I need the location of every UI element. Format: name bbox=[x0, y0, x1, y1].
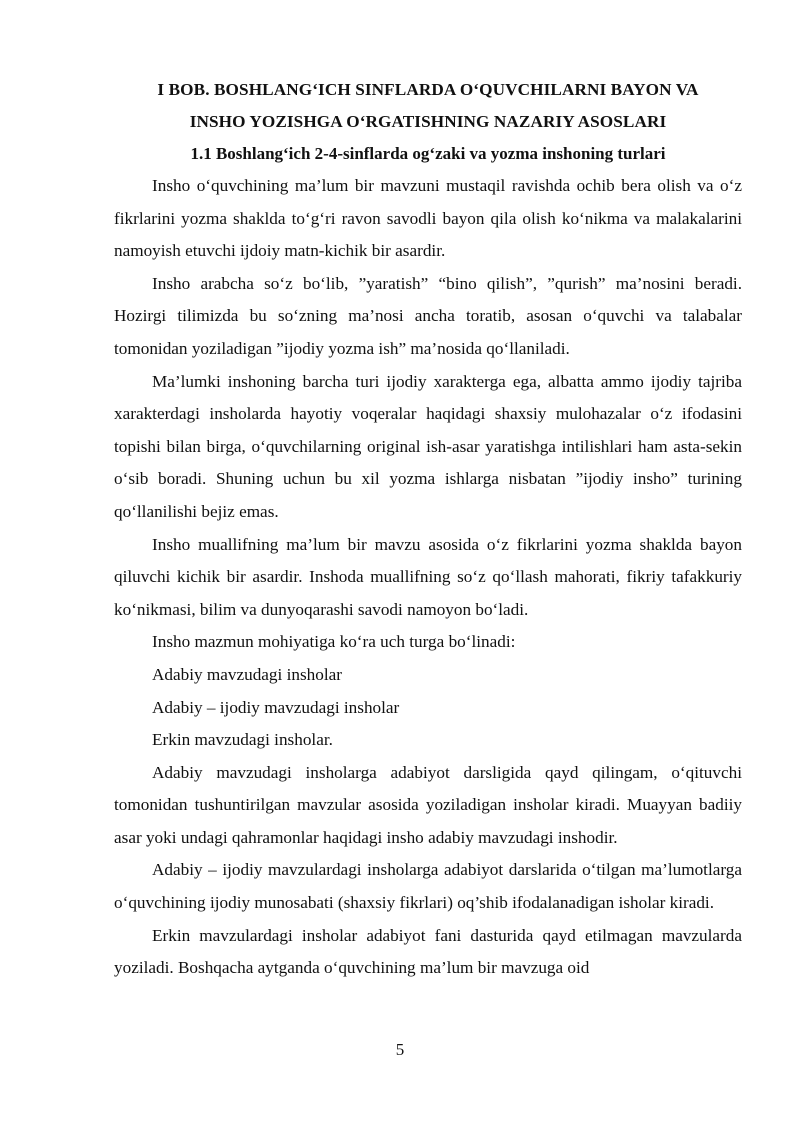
chapter-title-line-2: INSHO YOZISHGA O‘RGATISHNING NAZARIY ASOSLARI bbox=[189, 112, 667, 131]
page-number: 5 bbox=[395, 1040, 405, 1059]
list-item-literary-creative: Adabiy – ijodiy mavzudagi insholar bbox=[152, 697, 400, 717]
paragraph-author-skill: Insho muallifning ma’lum bir mavzu asosida o‘z fikrlarini yozma shaklda bayon qiluvchi kichik bir asardir. Inshoda muallifning so‘z qo‘llash mahorati, fikriy tafakkuriy ko‘nikmasi, bilim va dunyoqarashi savodi namoyon bo‘ladi. bbox=[114, 534, 742, 619]
paragraph-etymology: Insho arabcha so‘z bo‘lib, ”yaratish” “bino qilish”, ”qurish” ma’nosini beradi. Hozirgi tilimizda bu so‘zning ma’nosi ancha toratib, asosan o‘quvchi va talabalar tomonidan yoziladigan ”ijodiy yozma ish” ma’nosida qo‘llaniladi. bbox=[114, 273, 742, 358]
chapter-title-line-1: I BOB. BOSHLANG‘ICH SINFLARDA O‘QUVCHILARNI BAYON VA bbox=[157, 80, 699, 99]
paragraph-types-intro: Insho mazmun mohiyatiga ko‘ra uch turga bo‘linadi: bbox=[152, 632, 516, 652]
list-item-literary: Adabiy mavzudagi insholar bbox=[152, 664, 342, 684]
paragraph-creative-nature: Ma’lumki inshoning barcha turi ijodiy xarakterga ega, albatta ammo ijodiy tajriba xarakterdagi insholarda hayotiy voqeralar haqidagi shaxsiy mulohazalar o‘z ifodasini topishi bilan birga, o‘quvchilarning original ish-asar yaratishga intilishlari ham asta-sekin o‘sib boradi. Shuning uchun bu xil yozma ishlarga nisbatan ”ijodiy insho” turining qo‘llanilishi bejiz emas. bbox=[114, 371, 742, 521]
paragraph-literary-essays: Adabiy mavzudagi insholarga adabiyot darsligida qayd qilingam, o‘qituvchi tomonidan tushuntirilgan mavzular asosida yoziladigan insholar kiradi. Muayyan badiiy asar yoki undagi qahramonlar haqidagi insho adabiy mavzudagi inshodir. bbox=[114, 762, 742, 847]
paragraph-literary-creative-essays: Adabiy – ijodiy mavzulardagi insholarga adabiyot darslarida o‘tilgan ma’lumotlarga o‘quvchining ijodiy munosabati (shaxsiy fikrlari) oq’shib ifodalanadigan isholar kiradi. bbox=[114, 860, 742, 913]
section-title: 1.1 Boshlang‘ich 2-4-sinflarda og‘zaki va yozma inshoning turlari bbox=[190, 144, 666, 163]
list-item-free-topic: Erkin mavzudagi insholar. bbox=[152, 730, 333, 750]
paragraph-definition: Insho o‘quvchining ma’lum bir mavzuni mustaqil ravishda ochib bera olish va o‘z fikrlarini yozma shaklda to‘g‘ri ravon savodli bayon qila olish ko‘nikma va malakalarini namoyish etuvchi ijdoiy matn-kichik bir asardir. bbox=[114, 176, 742, 261]
page-content bbox=[114, 74, 742, 985]
paragraph-free-topic-essays: Erkin mavzulardagi insholar adabiyot fani dasturida qayd etilmagan mavzularda yoziladi. Boshqacha aytganda o‘quvchining ma’lum bir mavzuga oid bbox=[114, 925, 742, 978]
